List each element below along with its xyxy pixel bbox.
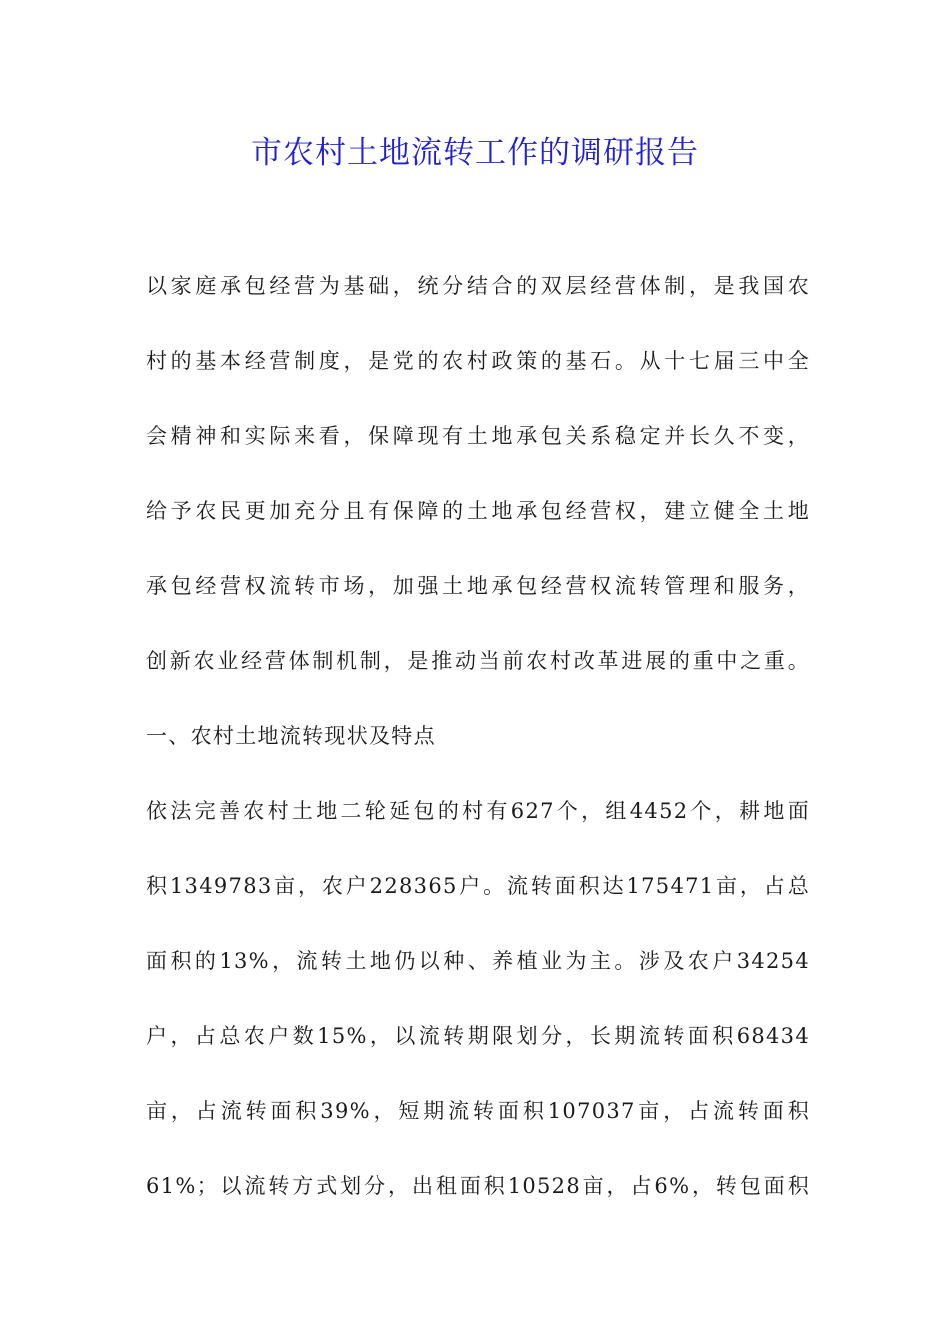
section-heading: 一、农村土地流转现状及特点: [146, 724, 436, 748]
paragraph-line: 会精神和实际来看，保障现有土地承包关系稳定并长久不变，: [146, 424, 810, 448]
paragraph-line: 给予农民更加充分且有保障的土地承包经营权，建立健全土地: [146, 499, 810, 523]
paragraph-line: 依法完善农村土地二轮延包的村有627个，组4452个，耕地面: [146, 799, 810, 823]
paragraph-line: 户，占总农户数15%，以流转期限划分，长期流转面积68434: [146, 1024, 810, 1048]
document-title: 市农村土地流转工作的调研报告: [251, 135, 699, 171]
paragraph-line: 承包经营权流转市场，加强土地承包经营权流转管理和服务，: [146, 574, 810, 598]
paragraph-line: 以家庭承包经营为基础，统分结合的双层经营体制，是我国农: [146, 274, 810, 298]
document-body: [146, 256, 810, 1231]
paragraph-line: 亩，占流转面积39%，短期流转面积107037亩，占流转面积: [146, 1099, 810, 1123]
paragraph-line: 面积的13%，流转土地仍以种、养植业为主。涉及农户34254: [146, 949, 810, 973]
paragraph-line: 村的基本经营制度，是党的农村政策的基石。从十七届三中全: [146, 349, 810, 373]
paragraph-line: 创新农业经营体制机制，是推动当前农村改革进展的重中之重。: [146, 649, 810, 673]
paragraph-line: 积1349783亩，农户228365户。流转面积达175471亩，占总: [146, 874, 810, 898]
paragraph-line: 61%；以流转方式划分，出租面积10528亩，占6%，转包面积: [146, 1174, 810, 1198]
